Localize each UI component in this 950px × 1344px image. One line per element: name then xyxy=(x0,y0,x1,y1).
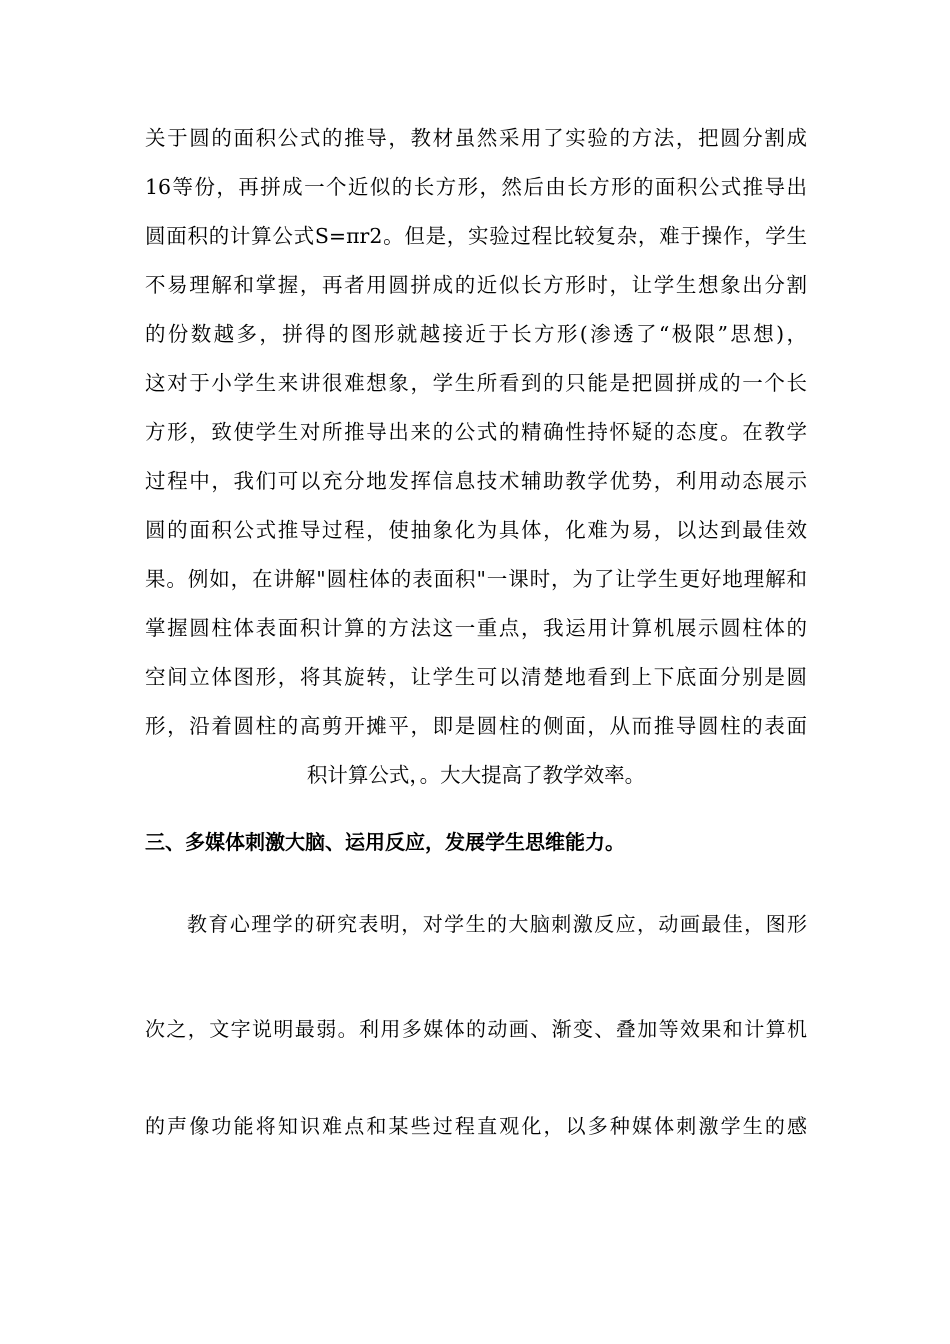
paragraph-line: 教育心理学的研究表明，对学生的大脑刺激反应，动画最佳，图形 xyxy=(187,912,807,936)
body-text-line: 形，沿着圆柱的高剪开摊平，即是圆柱的侧面，从而推导圆柱的表面 xyxy=(145,714,807,738)
body-text-line: 这对于小学生来讲很难想象，学生所看到的只能是把圆拼成的一个长 xyxy=(145,371,807,395)
body-text-line-centered: 积计算公式，。大大提高了教学效率。 xyxy=(306,763,646,787)
body-text-line: 掌握圆柱体表面积计算的方法这一重点，我运用计算机展示圆柱体的 xyxy=(145,616,807,640)
body-text-line: 过程中，我们可以充分地发挥信息技术辅助教学优势，利用动态展示 xyxy=(145,469,807,493)
body-text-line: 方形，致使学生对所推导出来的公式的精确性持怀疑的态度。在教学 xyxy=(145,420,807,444)
section-heading: 三、多媒体刺激大脑、运用反应，发展学生思维能力。 xyxy=(145,830,625,854)
paragraph-line: 的声像功能将知识难点和某些过程直观化，以多种媒体刺激学生的感 xyxy=(145,1114,807,1138)
body-text-line: 的份数越多，拼得的图形就越接近于长方形(渗透了“极限”思想)， xyxy=(145,322,807,346)
body-text-line: 圆的面积公式推导过程，使抽象化为具体，化难为易，以达到最佳效 xyxy=(145,518,807,542)
body-text-line: 圆面积的计算公式S=πr2。但是，实验过程比较复杂，难于操作，学生 xyxy=(145,224,807,248)
body-text-line: 16等份，再拼成一个近似的长方形，然后由长方形的面积公式推导出 xyxy=(145,175,807,199)
body-text-line: 关于圆的面积公式的推导，教材虽然采用了实验的方法，把圆分割成 xyxy=(145,126,807,150)
paragraph-line: 次之，文字说明最弱。利用多媒体的动画、渐变、叠加等效果和计算机 xyxy=(145,1017,807,1041)
body-text-line: 不易理解和掌握，再者用圆拼成的近似长方形时，让学生想象出分割 xyxy=(145,273,807,297)
body-text-line: 果。例如，在讲解"圆柱体的表面积"一课时，为了让学生更好地理解和 xyxy=(145,567,807,591)
body-text-line: 空间立体图形，将其旋转，让学生可以清楚地看到上下底面分别是圆 xyxy=(145,665,807,689)
